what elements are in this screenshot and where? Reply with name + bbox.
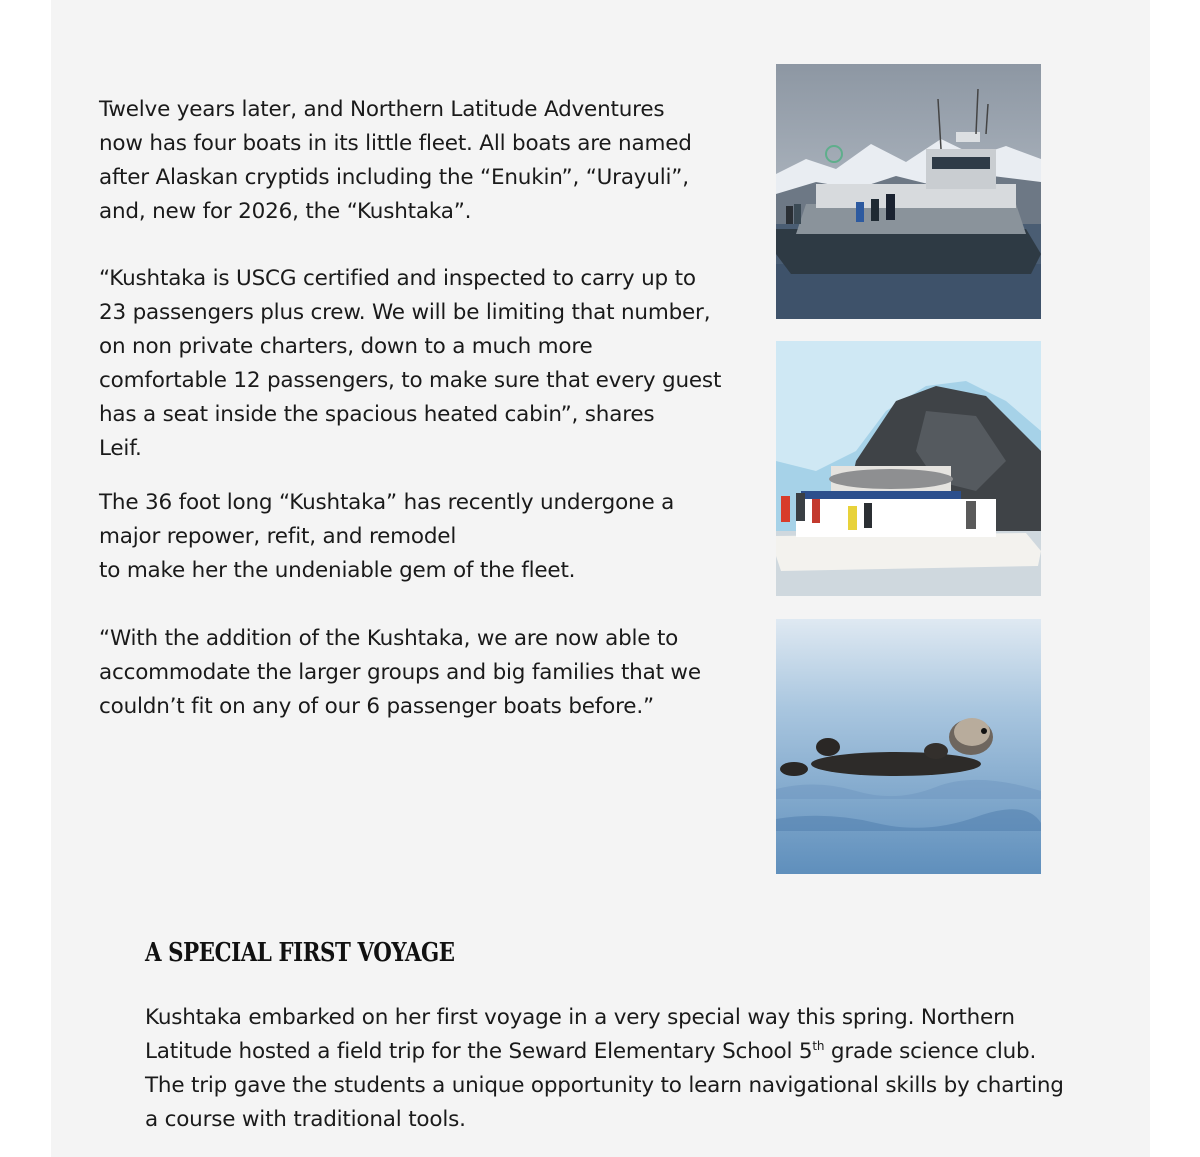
text-line: “With the addition of the Kushtaka, we are now able to — [99, 626, 679, 651]
text-line: The trip gave the students a unique opportunity to learn navigational skills by charting — [145, 1073, 1064, 1098]
text-line: now has four boats in its little fleet. All boats are named — [99, 131, 692, 156]
text-line: Twelve years later, and Northern Latitude Adventures — [99, 97, 665, 122]
text-line: a course with traditional tools. — [145, 1107, 466, 1132]
text-line: accommodate the larger groups and big families that we — [99, 660, 701, 685]
boat-photo-glacier — [776, 341, 1041, 596]
text-fragment: grade science club. — [824, 1039, 1037, 1064]
sea-otter-photo — [776, 619, 1041, 874]
text-line: Leif. — [99, 436, 142, 461]
text-line: 23 passengers plus crew. We will be limiting that number, — [99, 300, 711, 325]
section-body-text — [145, 1001, 1105, 1137]
boat-mountains-image — [776, 64, 1041, 319]
paragraph-quote-certification — [99, 262, 749, 466]
section-heading: A SPECIAL FIRST VOYAGE — [145, 938, 455, 968]
ordinal-suffix: th — [812, 1038, 825, 1053]
text-line: couldn’t fit on any of our 6 passenger boats before.” — [99, 694, 654, 719]
text-line: comfortable 12 passengers, to make sure that every guest — [99, 368, 722, 393]
text-line: after Alaskan cryptids including the “Enukin”, “Urayuli”, — [99, 165, 689, 190]
paragraph-quote-groups — [99, 622, 739, 724]
paragraph-refit — [99, 486, 739, 588]
text-line: on non private charters, down to a much more — [99, 334, 593, 359]
text-line: major repower, refit, and remodel — [99, 524, 457, 549]
text-line: has a seat inside the spacious heated cabin”, shares — [99, 402, 655, 427]
text-line: to make her the undeniable gem of the fleet. — [99, 558, 576, 583]
boat-glacier-image — [776, 341, 1041, 596]
newsletter-page — [51, 0, 1150, 1157]
sea-otter-image — [776, 619, 1041, 874]
text-fragment: Latitude hosted a field trip for the Seward Elementary School 5 — [145, 1039, 813, 1064]
text-line-with-superscript — [145, 1035, 1105, 1069]
paragraph-fleet — [99, 93, 739, 229]
text-line: Kushtaka embarked on her first voyage in a very special way this spring. Northern — [145, 1005, 1015, 1030]
text-line: The 36 foot long “Kushtaka” has recently undergone a — [99, 490, 675, 515]
text-line: “Kushtaka is USCG certified and inspected to carry up to — [99, 266, 696, 291]
boat-photo-mountains — [776, 64, 1041, 319]
text-line: and, new for 2026, the “Kushtaka”. — [99, 199, 472, 224]
